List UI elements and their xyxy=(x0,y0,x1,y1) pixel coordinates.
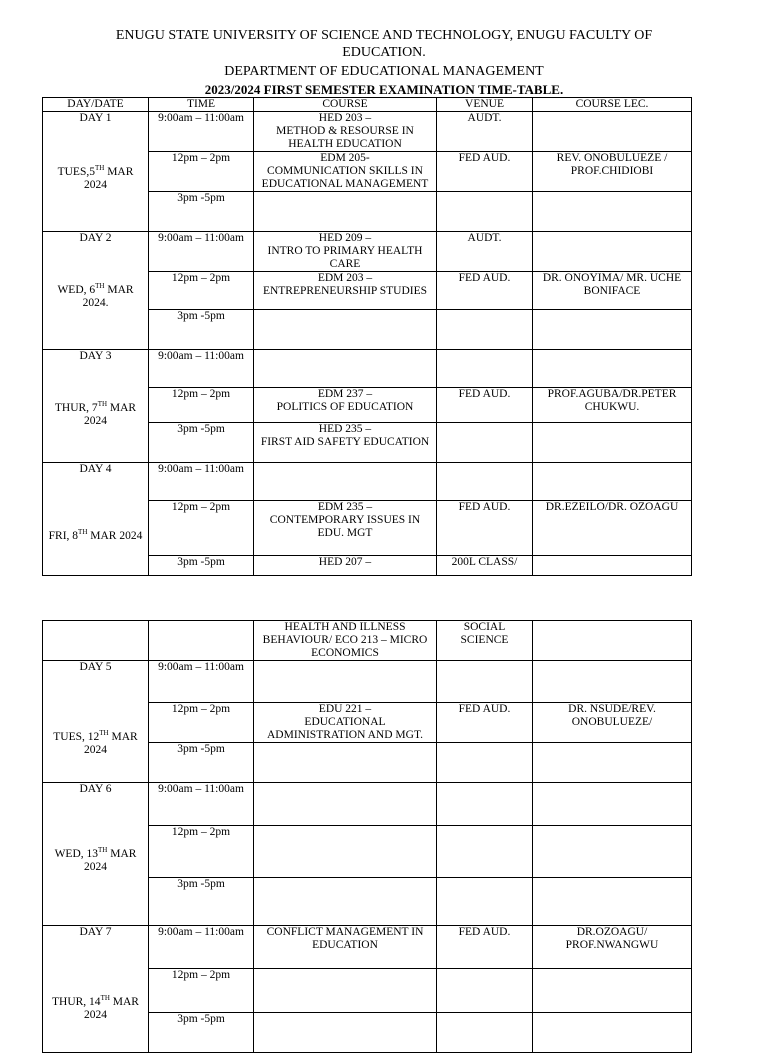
lecturer-cell xyxy=(533,112,692,152)
time-text: 3pm -5pm xyxy=(177,192,225,204)
venue-cell xyxy=(437,310,533,350)
day-label: DAY 1 xyxy=(79,112,112,124)
course-cell xyxy=(254,621,437,661)
venue-cell xyxy=(437,388,533,423)
time-text: 12pm – 2pm xyxy=(171,826,231,838)
table-row xyxy=(43,783,692,826)
table-row xyxy=(43,463,692,501)
time-cell xyxy=(149,826,254,878)
time-text: 9:00am – 11:00am xyxy=(158,463,244,475)
table-row xyxy=(43,926,692,969)
column-header-course-lecturer: COURSE LEC. xyxy=(533,98,692,112)
lecturer-text: DR. ONOYIMA/ MR. UCHE BONIFACE xyxy=(542,272,682,297)
time-text: 12pm – 2pm xyxy=(171,969,231,981)
time-text: 12pm – 2pm xyxy=(171,272,231,284)
day-date-cell xyxy=(43,463,149,576)
table-row xyxy=(43,661,692,703)
course-cell xyxy=(254,783,437,826)
time-cell xyxy=(149,1013,254,1053)
time-text: 9:00am – 11:00am xyxy=(158,926,244,938)
venue-cell xyxy=(437,501,533,556)
date-year: 2024 xyxy=(84,415,107,427)
venue-cell xyxy=(437,826,533,878)
time-text: 12pm – 2pm xyxy=(171,703,231,715)
course-cell xyxy=(254,272,437,310)
course-text: HEALTH AND ILLNESS BEHAVIOUR/ ECO 213 – MICRO ECONOMICS xyxy=(262,621,428,659)
lecturer-cell xyxy=(533,350,692,388)
time-cell xyxy=(149,152,254,192)
course-text: EDU 221 – EDUCATIONAL ADMINISTRATION AND MGT. xyxy=(267,703,423,741)
date-label xyxy=(43,402,148,428)
day-date-cell xyxy=(43,783,149,926)
course-cell xyxy=(254,661,437,703)
venue-cell xyxy=(437,743,533,783)
venue-cell xyxy=(437,272,533,310)
header-faculty: EDUCATION. xyxy=(342,45,426,60)
table-row xyxy=(43,350,692,388)
date-label xyxy=(43,731,148,757)
course-text: EDM 235 – CONTEMPORARY ISSUES IN EDU. MGT xyxy=(269,501,421,539)
day-date-cell xyxy=(43,661,149,783)
venue-text: FED AUD. xyxy=(458,272,511,284)
day-label: DAY 5 xyxy=(79,661,112,673)
header-university: ENUGU STATE UNIVERSITY OF SCIENCE AND TECHNOLOGY, ENUGU FACULTY OF xyxy=(115,28,653,43)
time-cell xyxy=(149,423,254,463)
time-cell xyxy=(149,192,254,232)
lecturer-cell xyxy=(533,1013,692,1053)
date-ordinal-suffix: TH xyxy=(98,846,108,855)
date-ordinal-suffix: TH xyxy=(94,164,105,173)
header-timetable-title: 2023/2024 FIRST SEMESTER EXAMINATION TIME-TABLE. xyxy=(204,82,564,97)
course-cell xyxy=(254,1013,437,1053)
date-label xyxy=(43,166,148,192)
time-cell xyxy=(149,783,254,826)
venue-cell xyxy=(437,661,533,703)
time-cell xyxy=(149,232,254,272)
venue-text: SOCIAL SCIENCE xyxy=(460,621,509,646)
date-ordinal-suffix: TH xyxy=(100,994,110,1003)
time-cell xyxy=(149,350,254,388)
course-cell xyxy=(254,826,437,878)
lecturer-cell xyxy=(533,463,692,501)
course-cell xyxy=(254,112,437,152)
time-cell xyxy=(149,878,254,926)
lecturer-cell xyxy=(533,743,692,783)
time-text: 9:00am – 11:00am xyxy=(158,350,244,362)
time-cell xyxy=(149,743,254,783)
venue-cell xyxy=(437,152,533,192)
time-text: 12pm – 2pm xyxy=(171,501,231,513)
venue-cell xyxy=(437,556,533,576)
venue-text: FED AUD. xyxy=(458,926,511,938)
lecturer-cell xyxy=(533,423,692,463)
date-weekday: THUR, 14 xyxy=(52,996,101,1008)
day-label: DAY 7 xyxy=(79,926,112,938)
course-cell xyxy=(254,703,437,743)
time-cell xyxy=(149,501,254,556)
date-year: 2024 xyxy=(84,1009,107,1021)
course-cell xyxy=(254,501,437,556)
time-text: 3pm -5pm xyxy=(177,1013,225,1025)
lecturer-cell xyxy=(533,232,692,272)
lecturer-cell xyxy=(533,192,692,232)
time-text: 3pm -5pm xyxy=(177,743,225,755)
time-text: 3pm -5pm xyxy=(177,878,225,890)
time-text: 12pm – 2pm xyxy=(171,388,231,400)
day-date-cell xyxy=(43,350,149,463)
day-label: DAY 6 xyxy=(79,783,112,795)
day-date-cell xyxy=(43,232,149,350)
course-cell xyxy=(254,463,437,501)
lecturer-cell xyxy=(533,152,692,192)
table-row xyxy=(43,232,692,272)
time-cell xyxy=(149,661,254,703)
day-date-cell xyxy=(43,112,149,232)
course-cell xyxy=(254,232,437,272)
date-ordinal-suffix: TH xyxy=(95,282,105,291)
time-cell xyxy=(149,272,254,310)
lecturer-text: DR.OZOAGU/ PROF.NWANGWU xyxy=(565,926,659,951)
date-month: MAR xyxy=(107,402,137,414)
lecturer-cell xyxy=(533,969,692,1013)
date-ordinal-suffix: TH xyxy=(99,729,109,738)
venue-cell xyxy=(437,232,533,272)
course-text: HED 209 – INTRO TO PRIMARY HEALTH CARE xyxy=(267,232,423,270)
lecturer-cell-empty xyxy=(533,621,692,661)
time-text: 3pm -5pm xyxy=(177,423,225,435)
day-date-cell xyxy=(43,926,149,1053)
course-cell xyxy=(254,310,437,350)
course-text: HED 203 – METHOD & RESOURSE IN HEALTH EDUCATION xyxy=(276,112,414,150)
header-department: DEPARTMENT OF EDUCATIONAL MANAGEMENT xyxy=(224,64,544,79)
course-cell xyxy=(254,388,437,423)
course-text: EDM 203 – ENTREPRENEURSHIP STUDIES xyxy=(262,272,428,297)
date-weekday: THUR, 7 xyxy=(54,402,98,414)
date-year: 2024. xyxy=(82,297,109,309)
lecturer-cell xyxy=(533,310,692,350)
timetable-table-page-2 xyxy=(42,620,692,1053)
time-cell-empty xyxy=(149,621,254,661)
course-text: EDM 205- COMMUNICATION SKILLS IN EDUCATIONAL MANAGEMENT xyxy=(261,152,429,190)
lecturer-text: PROF.AGUBA/DR.PETER CHUKWU. xyxy=(547,388,677,413)
time-text: 9:00am – 11:00am xyxy=(158,232,244,244)
time-text: 9:00am – 11:00am xyxy=(158,661,244,673)
venue-text: 200L CLASS/ xyxy=(451,556,518,568)
date-year: 2024 xyxy=(84,179,107,191)
venue-text: FED AUD. xyxy=(458,703,511,715)
venue-cell xyxy=(437,621,533,661)
venue-text: FED AUD. xyxy=(458,501,511,513)
date-month: MAR xyxy=(104,284,134,296)
lecturer-cell xyxy=(533,703,692,743)
timetable-table-page-1 xyxy=(42,97,692,576)
course-cell xyxy=(254,350,437,388)
day-label: DAY 3 xyxy=(79,350,112,362)
date-label xyxy=(43,996,148,1022)
venue-cell xyxy=(437,463,533,501)
column-header-time: TIME xyxy=(149,98,254,112)
lecturer-cell xyxy=(533,661,692,703)
date-month: MAR xyxy=(104,166,134,178)
course-cell xyxy=(254,192,437,232)
course-text: HED 207 – xyxy=(318,556,372,568)
date-month: MAR xyxy=(108,731,138,743)
venue-text: FED AUD. xyxy=(458,152,511,164)
column-header-course: COURSE xyxy=(254,98,437,112)
lecturer-cell xyxy=(533,501,692,556)
table-row-continuation xyxy=(43,621,692,661)
course-cell xyxy=(254,878,437,926)
course-text: CONFLICT MANAGEMENT IN EDUCATION xyxy=(266,926,424,951)
course-cell xyxy=(254,423,437,463)
date-month: MAR xyxy=(109,996,139,1008)
venue-cell xyxy=(437,969,533,1013)
date-year: 2024 xyxy=(84,744,107,756)
time-cell xyxy=(149,112,254,152)
course-text: HED 235 – FIRST AID SAFETY EDUCATION xyxy=(260,423,430,448)
day-label: DAY 4 xyxy=(79,463,112,475)
lecturer-cell xyxy=(533,826,692,878)
date-label xyxy=(43,848,148,874)
lecturer-text: DR. NSUDE/REV. ONOBULUEZE/ xyxy=(568,703,656,728)
course-cell xyxy=(254,743,437,783)
date-label xyxy=(43,530,148,543)
course-cell xyxy=(254,926,437,969)
lecturer-cell xyxy=(533,783,692,826)
lecturer-cell xyxy=(533,272,692,310)
lecturer-cell xyxy=(533,556,692,576)
date-weekday: WED, 6 xyxy=(57,284,96,296)
day-label: DAY 2 xyxy=(79,232,112,244)
time-cell xyxy=(149,969,254,1013)
time-text: 9:00am – 11:00am xyxy=(158,112,244,124)
time-cell xyxy=(149,463,254,501)
time-text: 3pm -5pm xyxy=(177,310,225,322)
venue-cell xyxy=(437,1013,533,1053)
table-header-row xyxy=(43,98,692,112)
time-text: 12pm – 2pm xyxy=(171,152,231,164)
course-cell xyxy=(254,152,437,192)
lecturer-text: DR.EZEILO/DR. OZOAGU xyxy=(545,501,679,513)
course-cell xyxy=(254,969,437,1013)
date-weekday: WED, 13 xyxy=(54,848,98,860)
venue-cell xyxy=(437,878,533,926)
lecturer-text: REV. ONOBULUEZE / PROF.CHIDIOBI xyxy=(556,152,668,177)
lecturer-cell xyxy=(533,926,692,969)
venue-text: AUDT. xyxy=(467,112,502,124)
lecturer-cell xyxy=(533,388,692,423)
time-cell xyxy=(149,556,254,576)
date-month: MAR 2024 xyxy=(87,530,143,542)
lecturer-cell xyxy=(533,878,692,926)
course-text: EDM 237 – POLITICS OF EDUCATION xyxy=(276,388,414,413)
date-weekday: FRI, 8 xyxy=(48,530,79,542)
column-header-venue: VENUE xyxy=(437,98,533,112)
venue-cell xyxy=(437,423,533,463)
venue-cell xyxy=(437,703,533,743)
venue-text: AUDT. xyxy=(467,232,502,244)
course-cell xyxy=(254,556,437,576)
time-cell xyxy=(149,388,254,423)
date-ordinal-suffix: TH xyxy=(97,400,108,409)
time-cell xyxy=(149,310,254,350)
venue-text: FED AUD. xyxy=(458,388,511,400)
table-row xyxy=(43,112,692,152)
day-cell-empty xyxy=(43,621,149,661)
column-header-day-date: DAY/DATE xyxy=(43,98,149,112)
venue-cell xyxy=(437,112,533,152)
time-text: 9:00am – 11:00am xyxy=(158,783,244,795)
time-cell xyxy=(149,703,254,743)
date-month: MAR xyxy=(107,848,137,860)
venue-cell xyxy=(437,192,533,232)
venue-cell xyxy=(437,783,533,826)
venue-cell xyxy=(437,926,533,969)
date-weekday: TUES,5 xyxy=(57,166,95,178)
date-label xyxy=(43,284,148,310)
time-text: 3pm -5pm xyxy=(177,556,225,568)
date-year: 2024 xyxy=(84,861,107,873)
date-ordinal-suffix: TH xyxy=(78,528,88,537)
time-cell xyxy=(149,926,254,969)
venue-cell xyxy=(437,350,533,388)
date-weekday: TUES, 12 xyxy=(53,731,100,743)
